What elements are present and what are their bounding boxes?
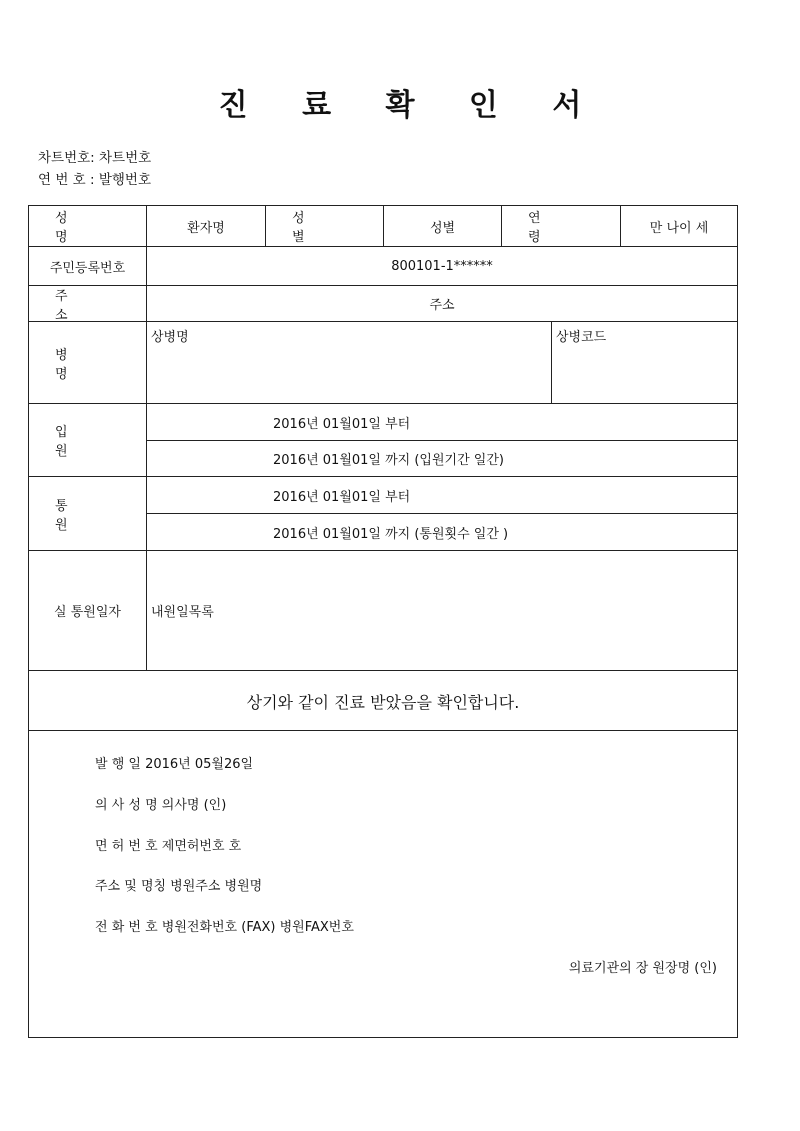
outpatient-from: 2016년 01월01일 부터 <box>147 477 737 514</box>
sex-value: 성별 <box>384 206 502 246</box>
admission-from: 2016년 01월01일 부터 <box>147 404 737 441</box>
admission-to: 2016년 01월01일 까지 (입원기간 일간) <box>273 453 504 468</box>
patient-basic-row <box>29 206 737 247</box>
admission-period <box>147 404 737 476</box>
address-value: 주소 <box>429 298 455 313</box>
issue-date: 발 행 일 2016년 05월26일 <box>95 757 254 772</box>
age-value: 만 나이 세 <box>649 220 709 236</box>
confirm-text: 상기와 같이 진료 받았음을 확인합니다. <box>246 693 520 712</box>
rrn-row <box>29 247 737 286</box>
visit-dates-value: 내원일목록 <box>151 605 214 620</box>
admission-row <box>29 404 737 477</box>
rrn-value: 800101-1****** <box>391 258 493 274</box>
confirm-row <box>29 671 737 731</box>
doctor-name: 의 사 성 명 의사명 (인) <box>95 798 227 813</box>
license-number: 면 허 번 호 제면허번호 호 <box>95 839 242 854</box>
diagnosis-label: 병 명 <box>29 322 147 403</box>
visit-dates-label: 실 통원일자 <box>29 551 147 670</box>
age-label: 연 령 <box>502 206 621 246</box>
hospital-address: 주소 및 명칭 병원주소 병원명 <box>95 879 263 894</box>
director-signature: 의료기관의 장 원장명 (인) <box>568 961 717 976</box>
admission-label: 입 원 <box>29 404 147 476</box>
diagnosis-name: 상병명 <box>147 322 552 403</box>
sex-label: 성 별 <box>266 206 384 246</box>
issue-number: 연 번 호 : 발행번호 <box>38 172 152 188</box>
document-title: 진 료 확 인 서 <box>218 88 604 123</box>
outpatient-period <box>147 477 737 550</box>
diagnosis-code: 상병코드 <box>556 330 607 345</box>
name-value: 환자명 <box>147 206 266 246</box>
chart-number: 차트번호: 차트번호 <box>38 150 152 166</box>
outpatient-label: 통 원 <box>29 477 147 550</box>
outpatient-to: 2016년 01월01일 까지 (통원횟수 일간 ) <box>273 526 509 542</box>
address-row <box>29 286 737 322</box>
diagnosis-row <box>29 322 737 404</box>
address-label: 주 소 <box>29 286 147 321</box>
hospital-phone: 전 화 번 호 병원전화번호 (FAX) 병원FAX번호 <box>95 920 354 935</box>
confirmation-form <box>28 205 738 1038</box>
visit-dates-row <box>29 551 737 671</box>
outpatient-row <box>29 477 737 551</box>
rrn-label: 주민등록번호 <box>29 247 147 285</box>
name-label: 성 명 <box>29 206 147 246</box>
